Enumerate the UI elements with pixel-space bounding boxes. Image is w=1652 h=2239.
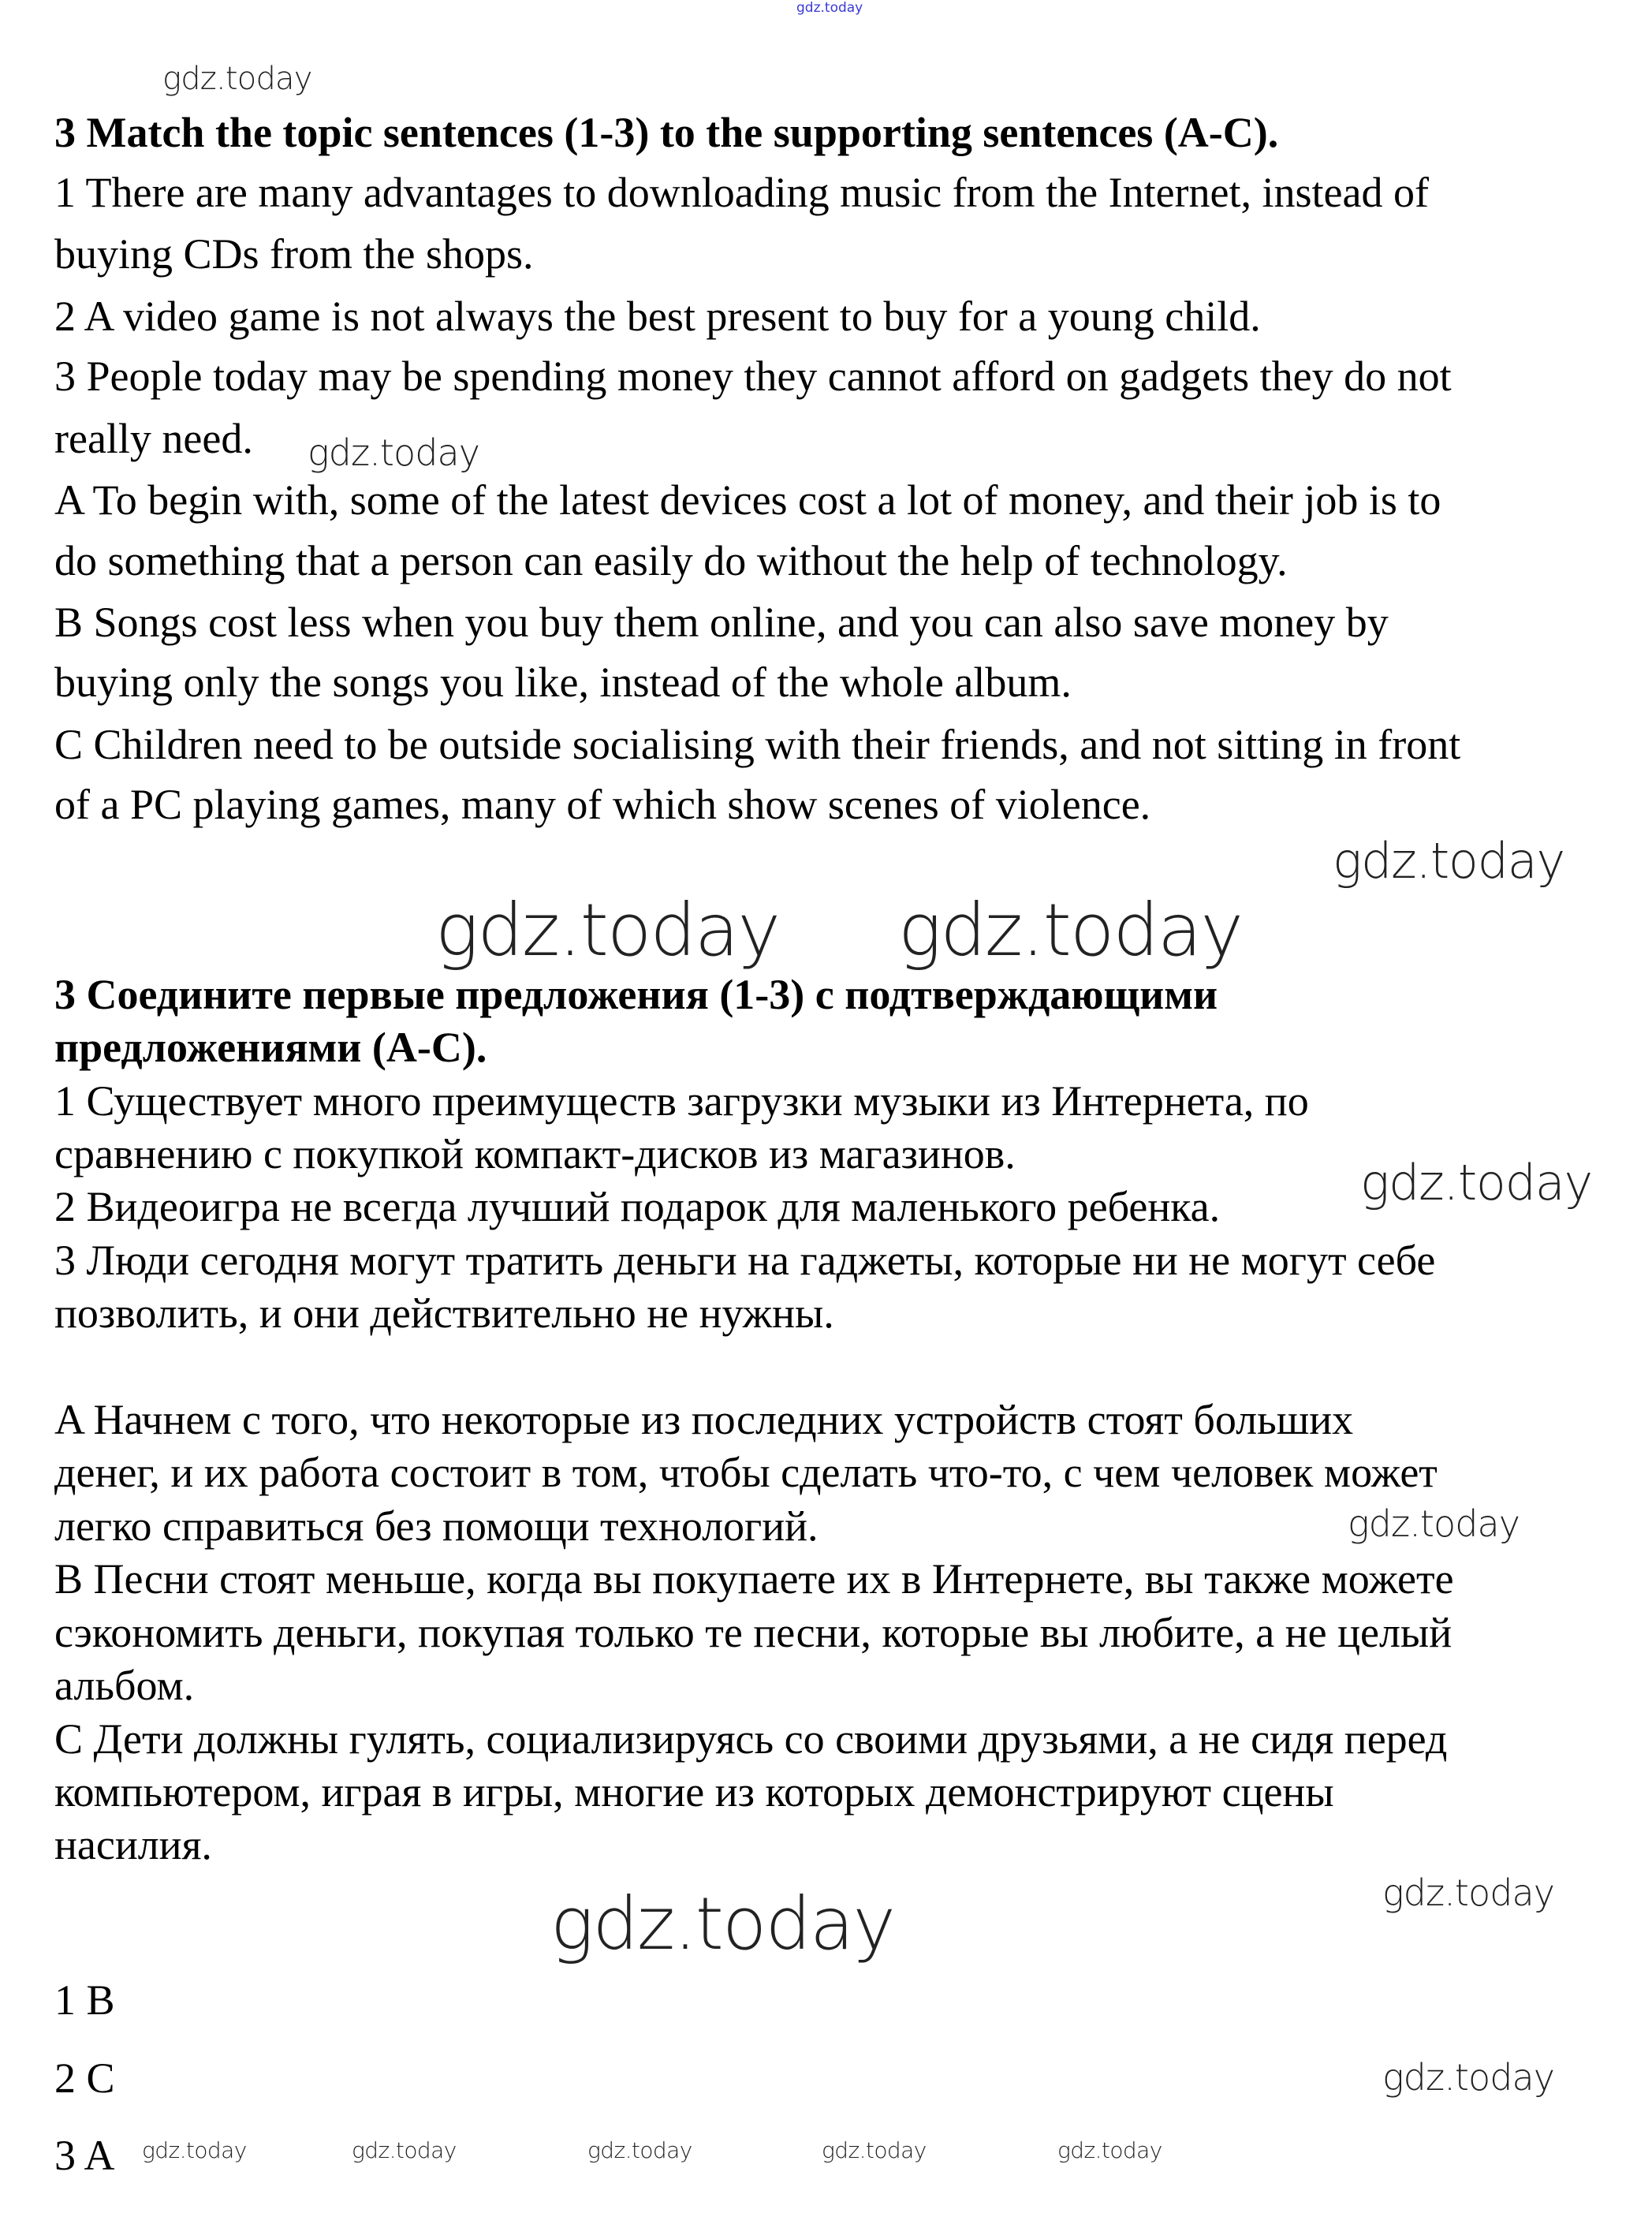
ru-topic-sentence-3: позволить, и они действительно не нужны. [54, 1289, 834, 1337]
header-watermark: gdz.today [796, 0, 863, 16]
ru-supporting-sentence-c: C Дети должны гулять, социализируясь со своими друзьями, а не сидя перед [54, 1715, 1448, 1763]
watermark: gdz.today [1360, 1154, 1592, 1211]
russian-heading: 3 Соедините первые предложения (1-3) с подтверждающими [54, 971, 1218, 1018]
topic-sentence-1: 1 There are many advantages to downloading music from the Internet, instead of [54, 169, 1429, 216]
watermark: gdz.today [352, 2137, 457, 2163]
topic-sentence-3: really need. [54, 415, 253, 462]
ru-supporting-sentence-c: компьютером, играя в игры, многие из которых демонстрируют сцены [54, 1768, 1334, 1815]
watermark: gdz.today [1382, 1871, 1555, 1914]
ru-supporting-sentence-b: B Песни стоят меньше, когда вы покупаете их в Интернете, вы также можете [54, 1555, 1454, 1603]
watermark: gdz.today [162, 61, 312, 97]
topic-sentence-2: 2 A video game is not always the best present to buy for a young child. [54, 293, 1261, 340]
watermark: gdz.today [1382, 2056, 1555, 2099]
watermark: gdz.today [1333, 832, 1564, 890]
watermark: gdz.today [1057, 2137, 1162, 2163]
topic-sentence-1: buying CDs from the shops. [54, 230, 534, 278]
ru-topic-sentence-3: 3 Люди сегодня могут тратить деньги на гаджеты, которые ни не могут себе [54, 1237, 1436, 1284]
watermark: gdz.today [550, 1882, 895, 1966]
supporting-sentence-a: A To begin with, some of the latest devices cost a lot of money, and their job is to [54, 476, 1441, 524]
ru-supporting-sentence-b: сэкономить деньги, покупая только те песни, которые вы любите, а не целый [54, 1609, 1452, 1656]
watermark: gdz.today [308, 431, 480, 474]
ru-supporting-sentence-b: альбом. [54, 1662, 195, 1709]
answer-1: 1 B [54, 1976, 115, 2024]
watermark: gdz.today [822, 2137, 927, 2163]
ru-topic-sentence-2: 2 Видеоигра не всегда лучший подарок для маленького ребенка. [54, 1183, 1221, 1230]
answer-2: 2 C [54, 2054, 115, 2102]
watermark: gdz.today [142, 2137, 247, 2163]
ru-supporting-sentence-c: насилия. [54, 1821, 212, 1868]
ru-supporting-sentence-a: A Начнем с того, что некоторые из последних устройств стоят больших [54, 1396, 1354, 1443]
watermark: gdz.today [587, 2137, 692, 2163]
watermark: gdz.today [1348, 1502, 1520, 1545]
russian-heading: предложениями (A-C). [54, 1024, 487, 1071]
topic-sentence-3: 3 People today may be spending money they cannot afford on gadgets they do not [54, 353, 1452, 400]
ru-supporting-sentence-a: денег, и их работа состоит в том, чтобы сделать что-то, с чем человек может [54, 1449, 1438, 1496]
answer-3: 3 A [54, 2132, 115, 2179]
english-heading: 3 Match the topic sentences (1-3) to the supporting sentences (A-C). [54, 109, 1279, 156]
supporting-sentence-b: B Songs cost less when you buy them online, and you can also save money by [54, 599, 1389, 646]
ru-topic-sentence-1: 1 Существует много преимуществ загрузки музыки из Интернета, по [54, 1077, 1309, 1125]
supporting-sentence-b: buying only the songs you like, instead of the whole album. [54, 659, 1072, 706]
watermark: gdz.today [435, 888, 780, 972]
supporting-sentence-c: C Children need to be outside socialising with their friends, and not sitting in front [54, 721, 1461, 768]
watermark: gdz.today [898, 888, 1243, 972]
supporting-sentence-c: of a PC playing games, many of which show scenes of violence. [54, 781, 1151, 828]
supporting-sentence-a: do something that a person can easily do without the help of technology. [54, 537, 1288, 584]
ru-supporting-sentence-a: легко справиться без помощи технологий. [54, 1502, 819, 1550]
ru-topic-sentence-1: сравнению с покупкой компакт-дисков из магазинов. [54, 1130, 1016, 1177]
